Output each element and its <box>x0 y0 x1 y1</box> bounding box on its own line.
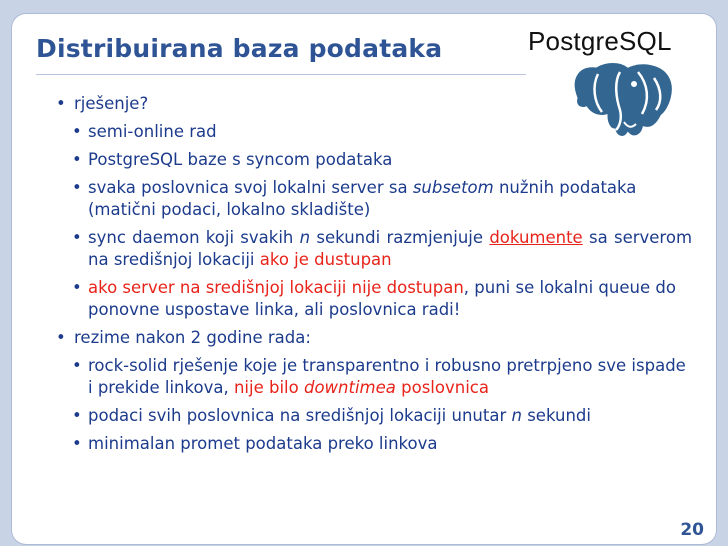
bullet-dot: • <box>56 328 66 347</box>
bullet-dot: • <box>72 278 82 297</box>
bullet-dot: • <box>72 178 82 197</box>
sub-bullet-postgresql-sync: • PostgreSQL baze s syncom podataka <box>72 150 393 169</box>
bullet-solution: • rješenje? <box>56 94 149 113</box>
bullet-dot: • <box>72 122 82 141</box>
bullet-summary: • rezime nakon 2 godine rada: <box>56 328 311 347</box>
sub-bullet-local-server: • svaka poslovnica svoj lokalni server sa subsetom nužnih podataka (matični podaci, lokalno skladište) <box>72 178 637 219</box>
bullet-dot: • <box>56 94 66 113</box>
sub-bullet-server-unavailable: • ako server na središnjoj lokaciji nije dostupan, puni se lokalni queue do ponovne uspostave linka, ali poslovnica radi! <box>72 278 676 319</box>
page-number: 20 <box>680 520 704 540</box>
bullet-dot: • <box>72 150 82 169</box>
dokumente-link[interactable]: dokumente <box>489 228 583 247</box>
slide-content <box>52 93 692 461</box>
bullet-dot: • <box>72 356 82 375</box>
sub-bullet-semi-online: • semi-online rad <box>72 122 217 141</box>
sub-bullet-rock-solid: • rock-solid rješenje koje je transparentno i robusno pretrpjeno sve ispade i prekide linkova, nije bilo downtimea poslovnica <box>72 356 686 397</box>
bullet-dot: • <box>72 434 82 453</box>
sub-bullet-minimal-traffic: • minimalan promet podataka preko linkova <box>72 434 438 453</box>
slide-title: Distribuirana baza podataka <box>36 34 443 63</box>
postgresql-logo-text: PostgreSQL <box>528 26 672 56</box>
title-divider <box>36 74 526 75</box>
sub-bullet-sync-daemon: • sync daemon koji svakih n sekundi razmjenjuje dokumente sa serverom na središnjoj lokaciji ako je dustupan <box>72 228 693 269</box>
bullet-list <box>52 93 692 455</box>
bullet-dot: • <box>72 228 82 247</box>
sub-bullet-data-central: • podaci svih poslovnica na središnjoj lokaciji unutar n sekundi <box>72 406 591 425</box>
bullet-dot: • <box>72 406 82 425</box>
